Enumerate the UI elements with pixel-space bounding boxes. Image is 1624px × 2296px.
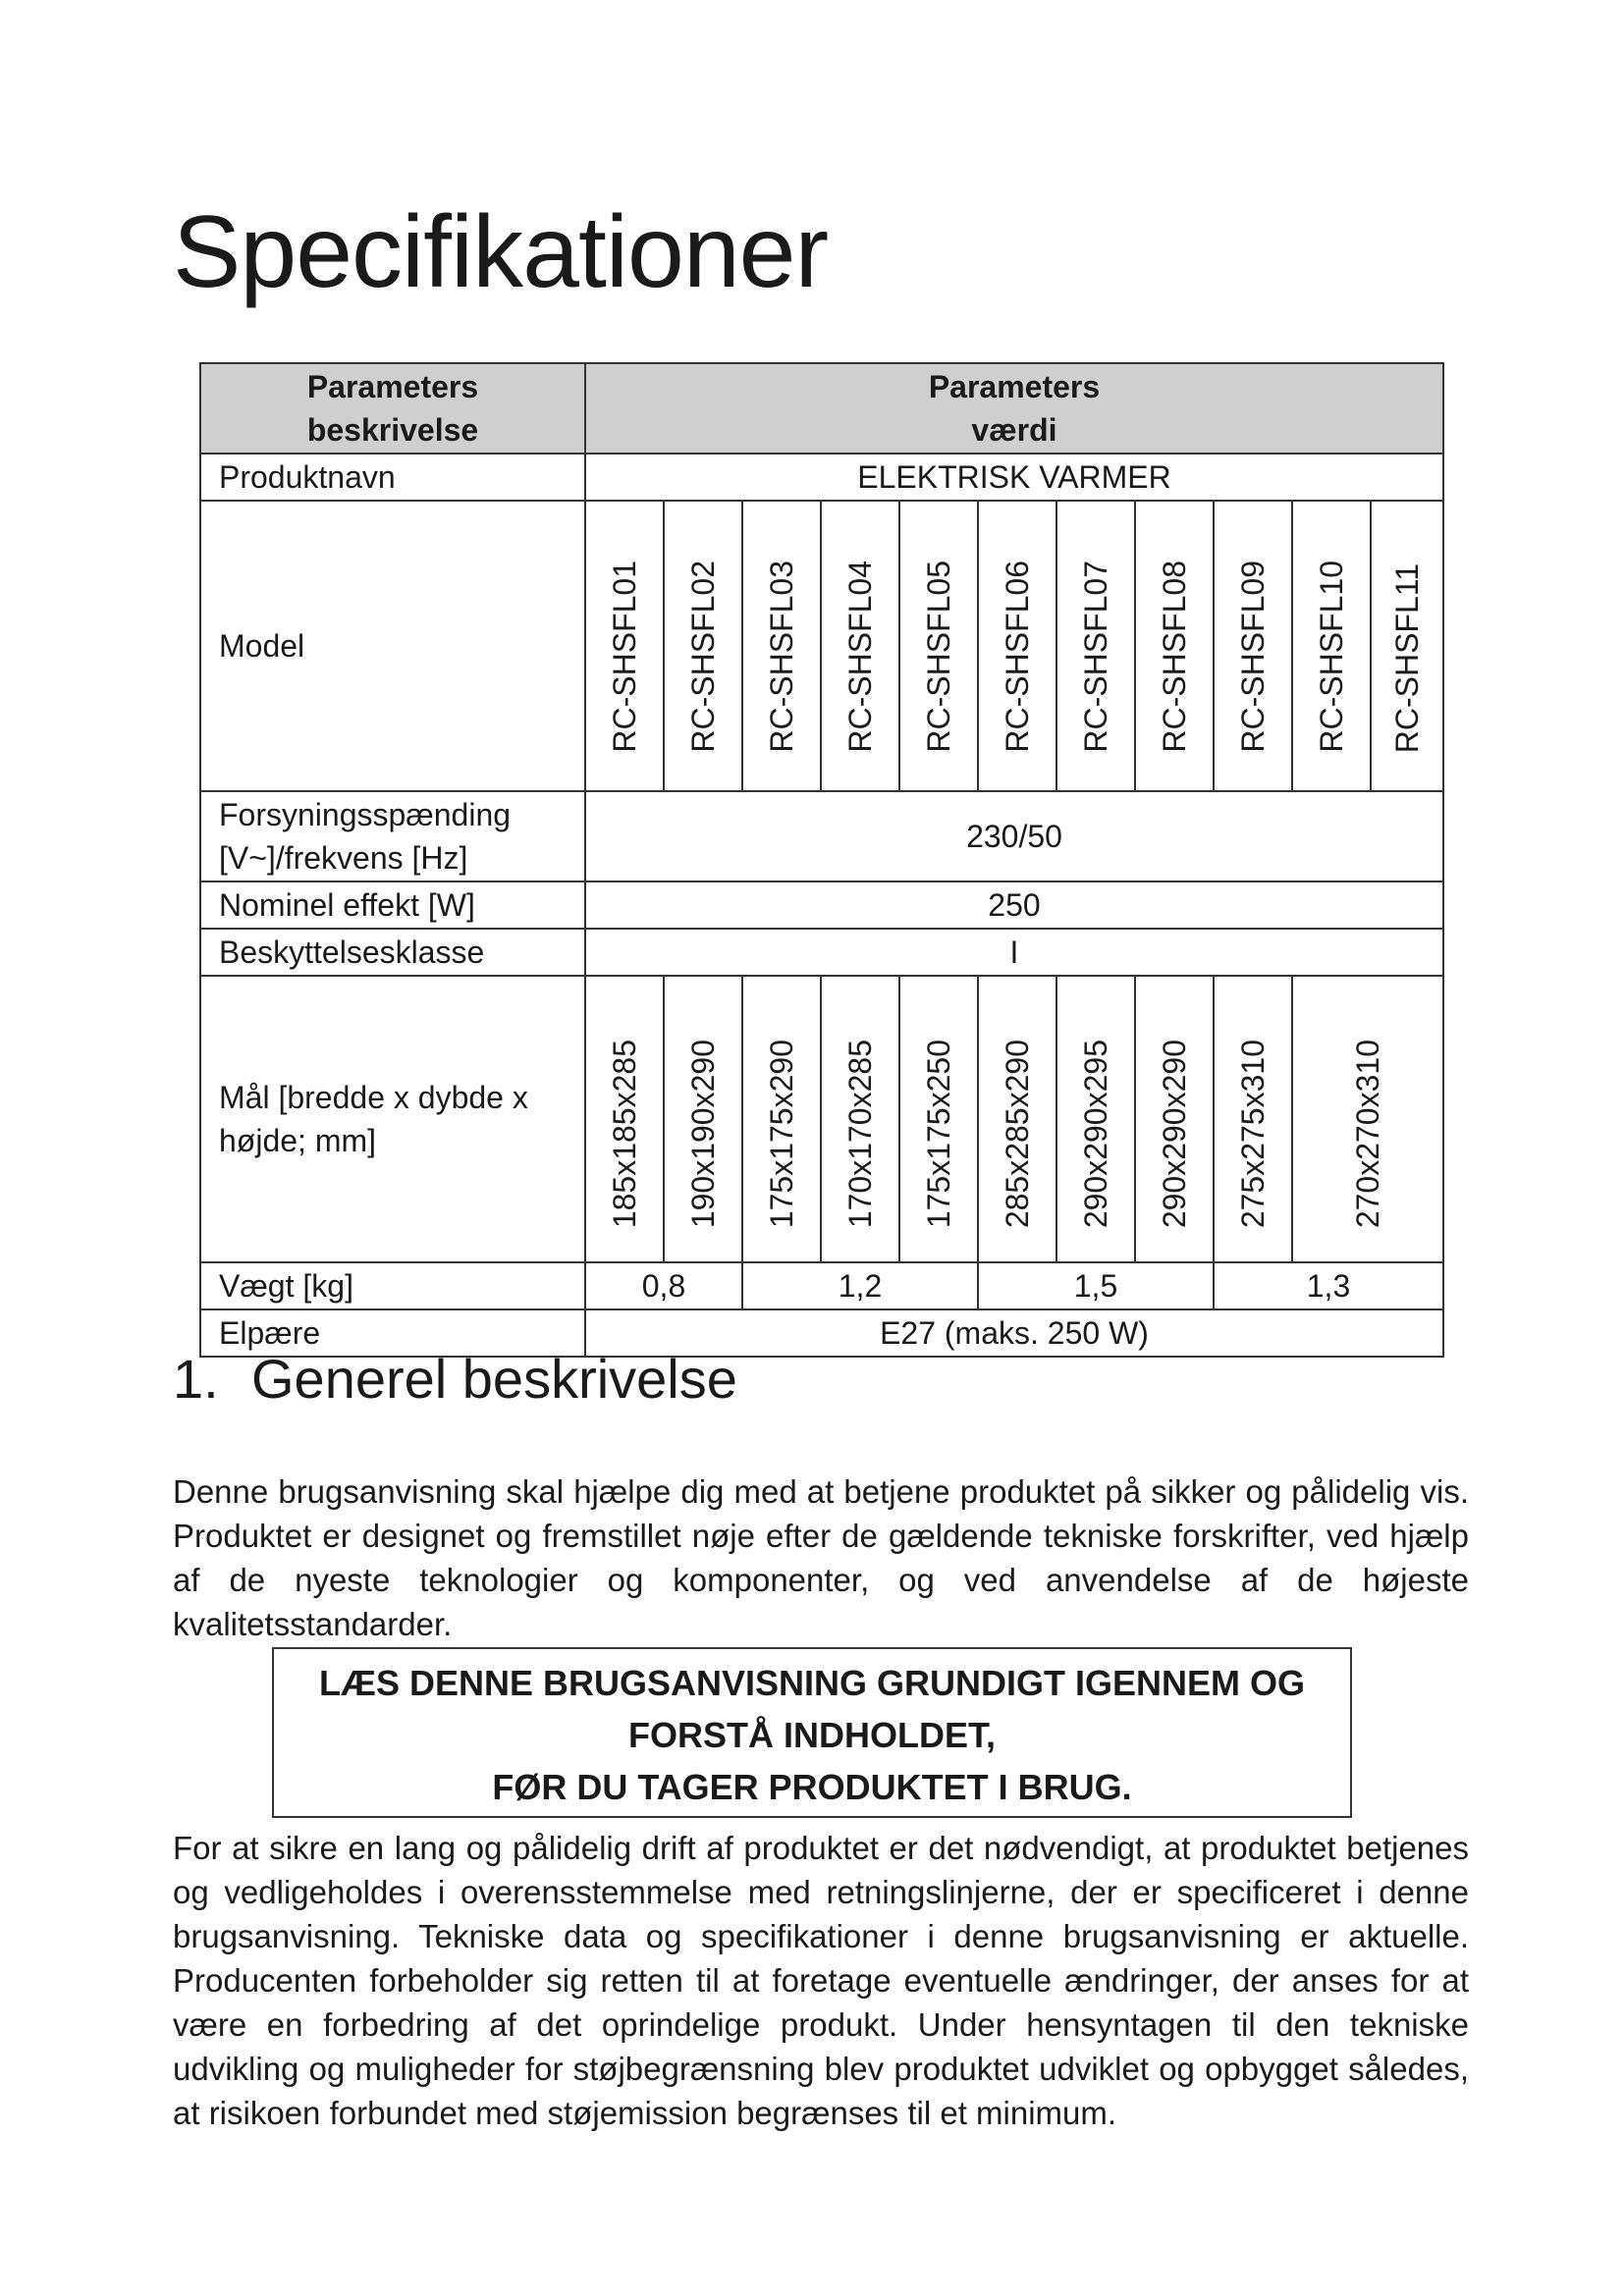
product-name-value: ELEKTRISK VARMER <box>585 454 1443 501</box>
model-value: RC-SHSFL10 <box>1314 561 1349 753</box>
dimension-cell <box>1135 976 1214 1262</box>
model-value: RC-SHSFL05 <box>921 561 956 753</box>
dimension-value: 185x185x285 <box>607 1039 642 1228</box>
dimension-cell <box>585 976 664 1262</box>
weight-label: Vægt [kg] <box>200 1262 585 1309</box>
model-value: RC-SHSFL09 <box>1235 561 1271 753</box>
dimension-cell <box>742 976 821 1262</box>
model-cell <box>978 501 1056 791</box>
dimension-value: 170x170x285 <box>842 1039 878 1228</box>
header-col2-text: Parameters værdi <box>928 369 1101 448</box>
model-value: RC-SHSFL07 <box>1078 561 1113 753</box>
operation-paragraph: For at sikre en lang og pålidelig drift af produktet er det nødvendigt, at produktet betjenes og vedligeholdes i overensstemmelse med retningslinjerne, der er specificeret i denne brugsanvisning. Tekniske data og specifikationer i denne brugsanvisning er aktuelle. Producenten forbeholder sig retten til at foretage eventuelle ændringer, der anses for at være en forbedring af det oprindelige produkt. Under hensyntagen til den tekniske udvikling og muligheder for støjbegrænsning blev produktet udviklet og opbygget således, at risikoen forbundet med støjemission begrænses til et minimum. <box>173 1830 1469 2131</box>
model-cell <box>821 501 899 791</box>
warning-notice-box <box>272 1647 1352 1818</box>
dimension-cell <box>978 976 1056 1262</box>
model-label: Model <box>200 501 585 791</box>
table-header-row <box>200 363 1443 454</box>
dimension-value: 285x285x290 <box>1000 1039 1035 1228</box>
specifications-table <box>199 362 1444 1358</box>
section-title: Generel beskrivelse <box>251 1348 737 1410</box>
dimension-cell <box>821 976 899 1262</box>
dimensions-label: Mål [bredde x dybde x højde; mm] <box>200 976 585 1262</box>
dimension-value: 175x175x250 <box>921 1039 956 1228</box>
model-cell <box>1214 501 1292 791</box>
power-label: Nominel effekt [W] <box>200 881 585 929</box>
notice-line-1: LÆS DENNE BRUGSANVISNING GRUNDIGT IGENNEM OG <box>318 1663 1306 1703</box>
dimension-cell <box>899 976 978 1262</box>
weight-value: 1,5 <box>978 1262 1214 1309</box>
model-cell <box>1056 501 1135 791</box>
model-cell <box>742 501 821 791</box>
model-cell <box>899 501 978 791</box>
dimension-cell <box>1056 976 1135 1262</box>
dimension-value: 275x275x310 <box>1235 1039 1271 1228</box>
table-row-power <box>200 881 1443 929</box>
bulb-value: E27 (maks. 250 W) <box>585 1309 1443 1357</box>
dimension-value: 270x270x310 <box>1350 1039 1385 1228</box>
header-parameter-value <box>585 363 1443 454</box>
supply-label: Forsyningsspænding [V~]/frekvens [Hz] <box>200 791 585 881</box>
dimension-value: 290x290x295 <box>1078 1039 1113 1228</box>
model-value: RC-SHSFL11 <box>1389 562 1425 753</box>
section-number: 1. <box>173 1348 219 1410</box>
dimension-value: 175x175x290 <box>764 1039 799 1228</box>
dimension-value: 190x190x290 <box>685 1039 721 1228</box>
weight-value: 1,2 <box>742 1262 978 1309</box>
protection-value: I <box>585 929 1443 976</box>
notice-line-2: FORSTÅ INDHOLDET, <box>628 1715 996 1755</box>
table-row-dimensions <box>200 976 1443 1262</box>
intro-paragraph: Denne brugsanvisning skal hjælpe dig med at betjene produktet på sikker og pålidelig vis. Produktet er designet og fremstillet nøje efter de gældende tekniske forskrifter, ved hjælp af de nyeste teknologier og komponenter, og ved anvendelse af de højeste kvalitetsstandarder. <box>173 1473 1469 1642</box>
table-row-weight <box>200 1262 1443 1309</box>
weight-value: 1,3 <box>1214 1262 1443 1309</box>
bulb-label: Elpære <box>200 1309 585 1357</box>
dimension-value: 290x290x290 <box>1157 1039 1192 1228</box>
model-cell <box>1371 501 1443 791</box>
section-heading <box>173 1347 737 1411</box>
table-row-supply <box>200 791 1443 881</box>
model-cell <box>1135 501 1214 791</box>
table-row-model <box>200 501 1443 791</box>
dimension-cell <box>664 976 742 1262</box>
dimension-cell <box>1214 976 1292 1262</box>
weight-value: 0,8 <box>585 1262 742 1309</box>
model-value: RC-SHSFL04 <box>842 561 878 753</box>
protection-label: Beskyttelsesklasse <box>200 929 585 976</box>
header-col1-text: Parameters beskrivelse <box>306 369 479 448</box>
model-cell <box>1292 501 1371 791</box>
page-title: Specifikationer <box>173 195 829 309</box>
notice-line-3: FØR DU TAGER PRODUKTET I BRUG. <box>492 1767 1132 1807</box>
table-row-product-name <box>200 454 1443 501</box>
model-cell <box>585 501 664 791</box>
product-name-label: Produktnavn <box>200 454 585 501</box>
power-value: 250 <box>585 881 1443 929</box>
dimension-cell <box>1292 976 1443 1262</box>
header-parameter-description <box>200 363 585 454</box>
model-value: RC-SHSFL02 <box>685 561 721 753</box>
model-cell <box>664 501 742 791</box>
model-value: RC-SHSFL03 <box>764 561 799 753</box>
model-value: RC-SHSFL08 <box>1157 561 1192 753</box>
table-row-protection <box>200 929 1443 976</box>
supply-value: 230/50 <box>585 791 1443 881</box>
model-value: RC-SHSFL01 <box>607 561 642 753</box>
model-value: RC-SHSFL06 <box>1000 561 1035 753</box>
